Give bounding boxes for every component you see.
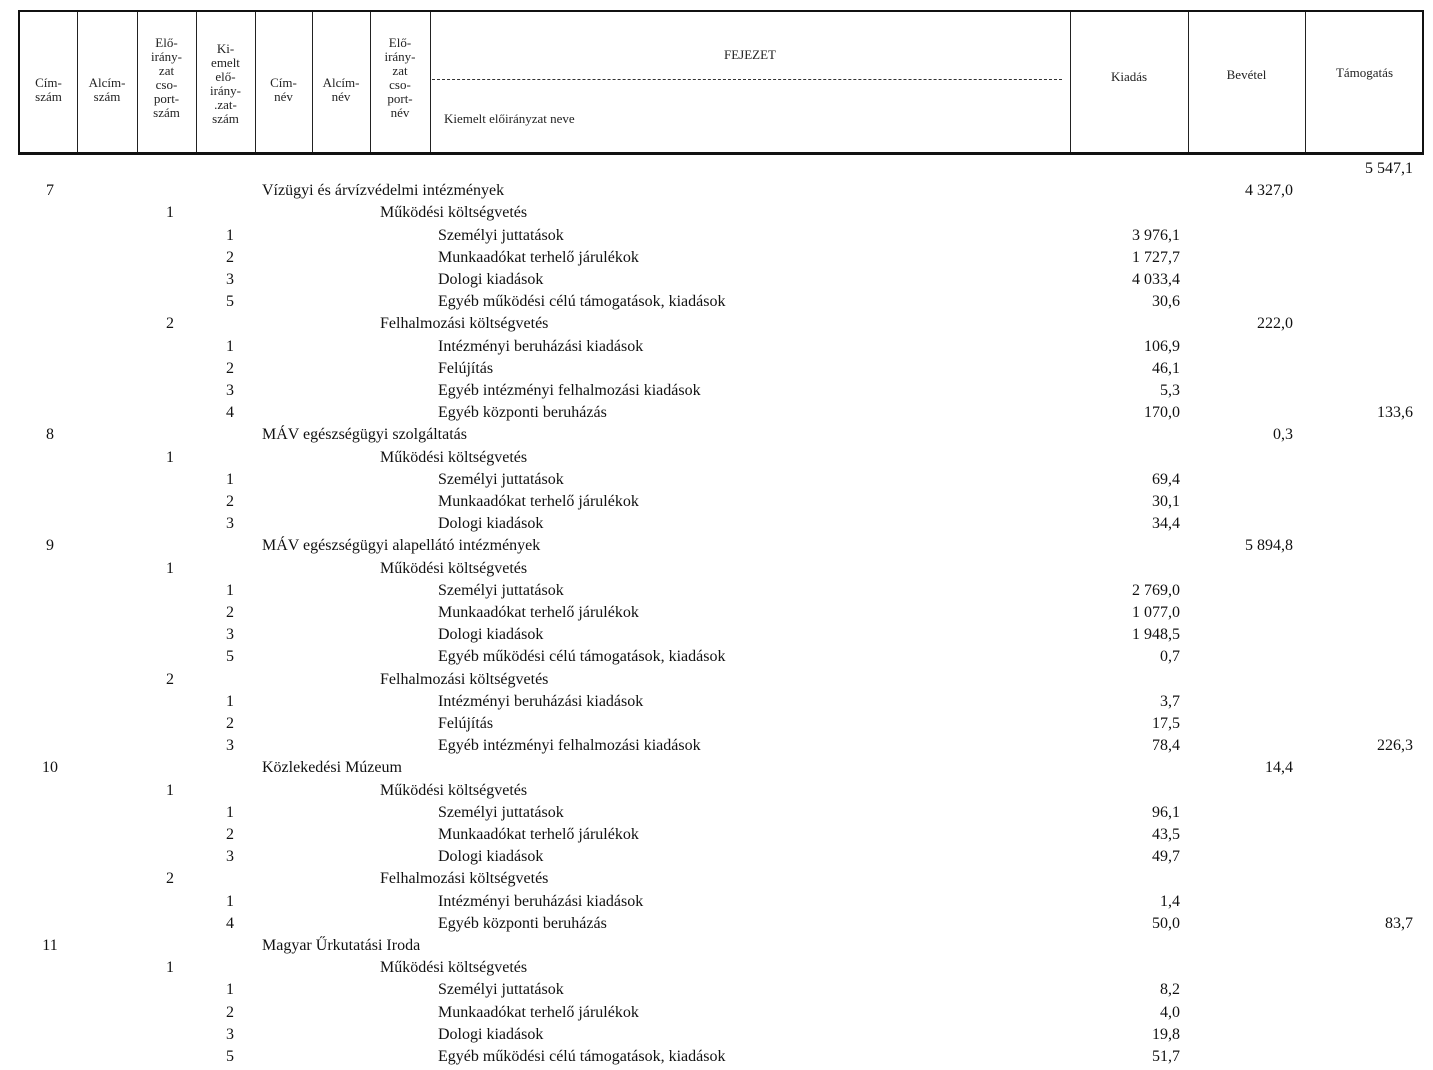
header-cim-nev: Cím- név — [270, 75, 297, 104]
tamogatas-value: 226,3 — [1377, 737, 1413, 755]
kiadas-value: 106,9 — [1144, 337, 1180, 355]
bevetel-value: 0,3 — [1273, 426, 1293, 444]
table-row — [0, 471, 1433, 493]
kiadas-value: 170,0 — [1144, 404, 1180, 422]
kiadas-value: 5,3 — [1160, 382, 1180, 399]
table-row — [0, 715, 1433, 737]
kiadas-value: 30,1 — [1152, 493, 1180, 510]
row-name: Dologi kiadások — [438, 271, 544, 288]
row-name: Munkaadókat terhelő járulékok — [438, 826, 639, 843]
table-row — [0, 515, 1433, 537]
row-name: Működési költségvetés — [380, 204, 528, 222]
kiadas-value: 1 948,5 — [1132, 626, 1180, 644]
table-row — [0, 782, 1433, 804]
table-header — [18, 10, 1424, 155]
row-number: 1 — [226, 470, 234, 488]
kiadas-value: 43,5 — [1152, 826, 1180, 843]
header-kiemelt-eloiranyzat-neve: Kiemelt előirányzat neve — [444, 111, 575, 126]
table-row — [0, 182, 1433, 204]
row-number: 1 — [226, 892, 234, 910]
row-name: Személyi juttatások — [438, 470, 564, 488]
table-row — [0, 315, 1433, 337]
row-number: 3 — [226, 737, 234, 755]
header-tamogatas: Támogatás — [1335, 65, 1394, 80]
row-name: Működési költségvetés — [380, 559, 528, 577]
header-kiemelt-eloiranyzat-szam: Ki- emelt elő- irány- .zat- szám — [209, 41, 242, 126]
row-number: 5 — [226, 648, 234, 666]
row-name: Felújítás — [438, 359, 494, 377]
row-name: Felújítás — [438, 715, 494, 732]
tamogatas-value: 133,6 — [1377, 404, 1413, 422]
row-name: Személyi juttatások — [438, 226, 564, 244]
table-row — [0, 338, 1433, 360]
row-name: Egyéb központi beruházás — [438, 404, 607, 422]
header-alcim-szam: Alcím- szám — [88, 75, 126, 104]
row-number: 3 — [226, 271, 234, 288]
table-row — [0, 160, 1433, 182]
bevetel-value: 4 327,0 — [1245, 182, 1293, 200]
row-number: 1 — [226, 981, 234, 999]
table-row — [0, 870, 1433, 892]
kiadas-value: 96,1 — [1152, 803, 1180, 821]
row-number: 2 — [166, 670, 174, 688]
row-name: MÁV egészségügyi alapellátó intézmények — [262, 537, 541, 555]
row-name: Munkaadókat terhelő járulékok — [438, 248, 639, 266]
row-name: Személyi juttatások — [438, 581, 564, 599]
row-number: 1 — [226, 337, 234, 355]
kiadas-value: 50,0 — [1152, 914, 1180, 932]
row-name: Egyéb intézményi felhalmozási kiadások — [438, 737, 701, 755]
row-number: 2 — [226, 1003, 234, 1021]
column-divider — [430, 12, 431, 152]
table-row — [0, 360, 1433, 382]
row-name: Intézményi beruházási kiadások — [438, 337, 644, 355]
column-divider — [1305, 12, 1306, 152]
table-row — [0, 426, 1433, 448]
row-name: Személyi juttatások — [438, 803, 564, 821]
row-number: 10 — [42, 759, 58, 777]
row-name: Felhalmozási költségvetés — [380, 315, 549, 333]
table-row — [0, 560, 1433, 582]
kiadas-value: 2 769,0 — [1132, 581, 1180, 599]
column-divider — [1188, 12, 1189, 152]
table-row — [0, 1048, 1433, 1070]
row-number: 3 — [226, 626, 234, 644]
kiadas-value: 1,4 — [1160, 892, 1180, 910]
row-number: 9 — [46, 537, 54, 555]
row-number: 2 — [166, 870, 174, 888]
row-number: 2 — [226, 359, 234, 377]
row-name: Magyar Űrkutatási Iroda — [262, 937, 421, 954]
row-name: Személyi juttatások — [438, 981, 564, 999]
table-row — [0, 449, 1433, 471]
row-number: 5 — [226, 1048, 234, 1065]
table-row — [0, 493, 1433, 515]
row-number: 8 — [46, 426, 54, 444]
kiadas-value: 30,6 — [1152, 293, 1180, 311]
row-name: Felhalmozási költségvetés — [380, 870, 549, 888]
header-kiadas: Kiadás — [1110, 69, 1148, 84]
row-name: Egyéb működési célú támogatások, kiadások — [438, 1048, 726, 1065]
row-name: Munkaadókat terhelő járulékok — [438, 604, 639, 621]
row-name: Működési költségvetés — [380, 781, 528, 799]
row-number: 3 — [226, 382, 234, 399]
row-number: 2 — [226, 715, 234, 732]
row-name: Dologi kiadások — [438, 626, 544, 644]
kiadas-value: 17,5 — [1152, 715, 1180, 732]
row-name: Dologi kiadások — [438, 1025, 544, 1043]
kiadas-value: 78,4 — [1152, 737, 1180, 755]
row-name: Egyéb központi beruházás — [438, 914, 607, 932]
row-number: 11 — [42, 937, 58, 954]
table-row — [0, 937, 1433, 959]
table-row — [0, 293, 1433, 315]
table-row — [0, 893, 1433, 915]
table-row — [0, 404, 1433, 426]
row-number: 1 — [166, 959, 174, 977]
row-name: Felhalmozási költségvetés — [380, 670, 549, 688]
row-number: 2 — [226, 248, 234, 266]
kiadas-value: 69,4 — [1152, 470, 1180, 488]
table-row — [0, 382, 1433, 404]
table-row — [0, 915, 1433, 937]
kiadas-value: 3 976,1 — [1132, 226, 1180, 244]
table-row — [0, 959, 1433, 981]
row-number: 3 — [226, 848, 234, 866]
kiadas-value: 4 033,4 — [1132, 271, 1180, 288]
table-row — [0, 537, 1433, 559]
table-row — [0, 249, 1433, 271]
row-name: MÁV egészségügyi szolgáltatás — [262, 426, 467, 444]
header-alcim-nev: Alcím- név — [322, 75, 360, 104]
row-number: 2 — [226, 826, 234, 843]
table-row — [0, 648, 1433, 670]
row-number: 1 — [226, 803, 234, 821]
row-number: 2 — [166, 315, 174, 333]
table-row — [0, 271, 1433, 293]
bevetel-value: 14,4 — [1265, 759, 1293, 777]
fejezet-separator — [432, 79, 1062, 80]
row-name: Egyéb működési célú támogatások, kiadások — [438, 648, 726, 666]
row-name: Vízügyi és árvízvédelmi intézmények — [262, 182, 505, 200]
header-cim-szam: Cím- szám — [35, 75, 62, 104]
row-name: Közlekedési Múzeum — [262, 759, 402, 777]
tamogatas-value: 83,7 — [1385, 914, 1413, 932]
row-name: Munkaadókat terhelő járulékok — [438, 1003, 639, 1021]
bevetel-value: 5 894,8 — [1245, 537, 1293, 555]
table-row — [0, 671, 1433, 693]
header-eloiranyzat-csoport-szam: Elő- irány- zat cso- port- szám — [150, 35, 183, 120]
table-row — [0, 604, 1433, 626]
kiadas-value: 1 727,7 — [1132, 248, 1180, 266]
row-name: Működési költségvetés — [380, 959, 528, 977]
table-row — [0, 1026, 1433, 1048]
kiadas-value: 51,7 — [1152, 1048, 1180, 1065]
row-number: 1 — [166, 781, 174, 799]
kiadas-value: 3,7 — [1160, 692, 1180, 710]
row-name: Intézményi beruházási kiadások — [438, 692, 644, 710]
kiadas-value: 0,7 — [1160, 648, 1180, 666]
tamogatas-value: 5 547,1 — [1365, 160, 1413, 177]
row-number: 2 — [226, 604, 234, 621]
row-name: Munkaadókat terhelő járulékok — [438, 493, 639, 510]
row-name: Intézményi beruházási kiadások — [438, 892, 644, 910]
row-number: 7 — [46, 182, 54, 200]
row-name: Működési költségvetés — [380, 448, 528, 466]
table-row — [0, 826, 1433, 848]
row-name: Dologi kiadások — [438, 848, 544, 866]
table-row — [0, 1004, 1433, 1026]
row-name: Dologi kiadások — [438, 515, 544, 533]
kiadas-value: 8,2 — [1160, 981, 1180, 999]
kiadas-value: 34,4 — [1152, 515, 1180, 533]
table-row — [0, 737, 1433, 759]
row-name: Egyéb intézményi felhalmozási kiadások — [438, 382, 701, 399]
bevetel-value: 222,0 — [1257, 315, 1293, 333]
table-row — [0, 759, 1433, 781]
kiadas-value: 1 077,0 — [1132, 604, 1180, 621]
table-row — [0, 626, 1433, 648]
row-number: 1 — [166, 559, 174, 577]
kiadas-value: 4,0 — [1160, 1003, 1180, 1021]
header-eloiranyzat-csoport-nev: Elő- irány- zat cso- port- név — [384, 35, 416, 120]
row-number: 1 — [166, 204, 174, 222]
row-number: 1 — [226, 226, 234, 244]
table-row — [0, 981, 1433, 1003]
table-row — [0, 848, 1433, 870]
kiadas-value: 46,1 — [1152, 359, 1180, 377]
row-number: 1 — [226, 581, 234, 599]
table-row — [0, 582, 1433, 604]
header-fejezet: FEJEZET — [724, 47, 776, 62]
table-row — [0, 204, 1433, 226]
row-number: 1 — [226, 692, 234, 710]
table-row — [0, 804, 1433, 826]
kiadas-value: 49,7 — [1152, 848, 1180, 866]
row-number: 1 — [166, 448, 174, 466]
row-number: 3 — [226, 1025, 234, 1043]
header-bevetel: Bevétel — [1226, 67, 1267, 82]
row-number: 5 — [226, 293, 234, 311]
table-row — [0, 693, 1433, 715]
kiadas-value: 19,8 — [1152, 1025, 1180, 1043]
row-number: 3 — [226, 515, 234, 533]
row-number: 4 — [226, 404, 234, 422]
table-row — [0, 227, 1433, 249]
row-name: Egyéb működési célú támogatások, kiadások — [438, 293, 726, 311]
row-number: 4 — [226, 914, 234, 932]
row-number: 2 — [226, 493, 234, 510]
